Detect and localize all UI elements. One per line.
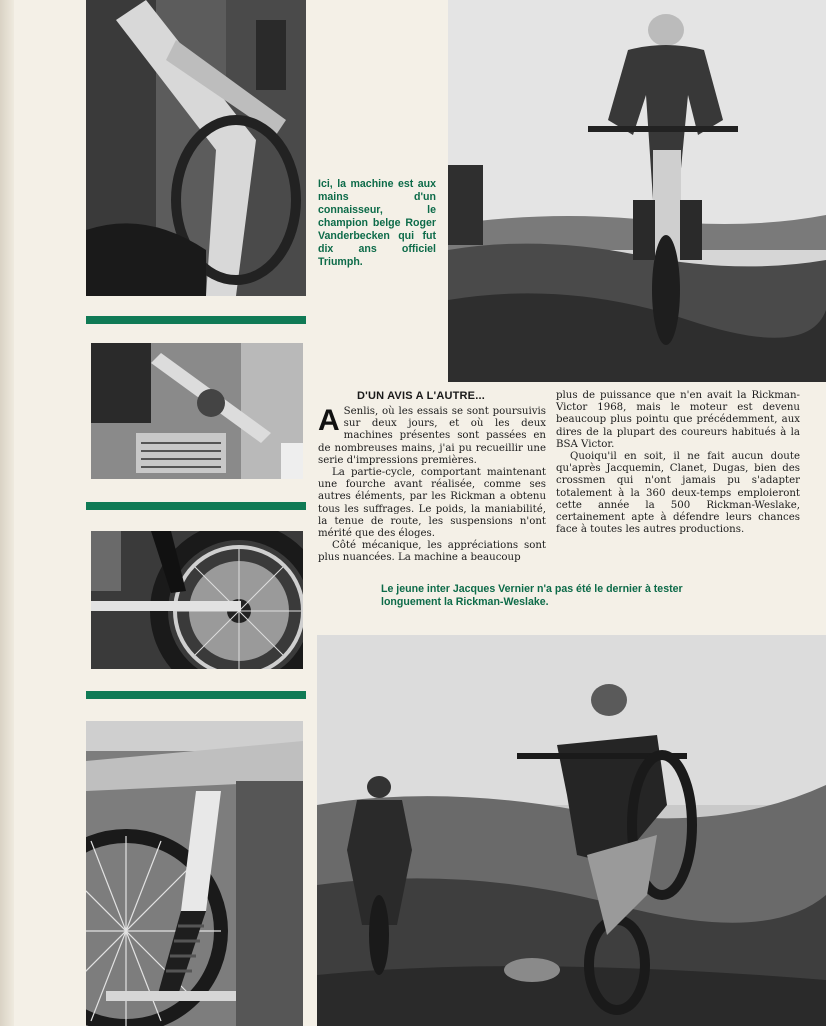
drop-cap: A — [318, 404, 340, 437]
article-paragraph: Quoiqu'il en soit, il ne fait aucun doute qu'après Jacquemin, Clanet, Dugas, bien des crossmen qui n'ont jamais pu s'adapter totalement à la 360 deux-temps emploieront cette année la 500 Rickman-Weslake, certainement apte à défendre leurs chances face à toutes les autres productions. — [556, 451, 800, 536]
article-paragraph: La partie-cycle, comportant maintenant une fourche avant réalisée, comme ses autres éléments, par les Rickman a obtenu tous les suffrages. Le poids, la maniabilité, la tenue de route, les suspensions n'ont mérité que des éloges. — [318, 467, 546, 540]
photo-frame-closeup — [86, 0, 306, 296]
article-title: D'UN AVIS A L'AUTRE... — [357, 390, 485, 402]
article-column-2 — [556, 390, 800, 536]
green-divider — [86, 691, 306, 699]
article-paragraph: Côté mécanique, les appréciations sont plus nuancées. La machine a beaucoup — [318, 540, 546, 564]
article-paragraph: plus de puissance que n'en avait la Rickman-Victor 1968, mais le moteur est devenu beaucoup plus pointu que précédemment, aux dires de la plupart des coureurs habitués à la BSA Victor. — [556, 390, 800, 450]
photo-rider-on-track — [448, 0, 826, 382]
paragraph-text: Senlis, où les essais se sont poursuivis sur deux jours, et où les deux machines présentes sont passées en de nombreuses mains, j'ai pu recueillir une serie d'impressions premières. — [318, 406, 546, 466]
page-margin — [0, 0, 14, 1026]
article-paragraph — [318, 406, 546, 467]
green-divider — [86, 316, 306, 324]
photo-rear-wheel — [91, 531, 303, 669]
photo-rear-shock — [86, 721, 303, 1026]
photo-caption-bottom: Le jeune inter Jacques Vernier n'a pas été le dernier à tester longuement la Rickman-Weslake. — [381, 583, 683, 608]
article-column-1 — [318, 406, 546, 565]
photo-riders-wheelie — [317, 635, 826, 1026]
photo-caption-top: Ici, la machine est aux mains d'un connaisseur, le champion belge Roger Vanderbecken qui fut dix ans officiel Triumph. — [318, 178, 436, 268]
photo-engine-closeup — [91, 343, 303, 479]
green-divider — [86, 502, 306, 510]
